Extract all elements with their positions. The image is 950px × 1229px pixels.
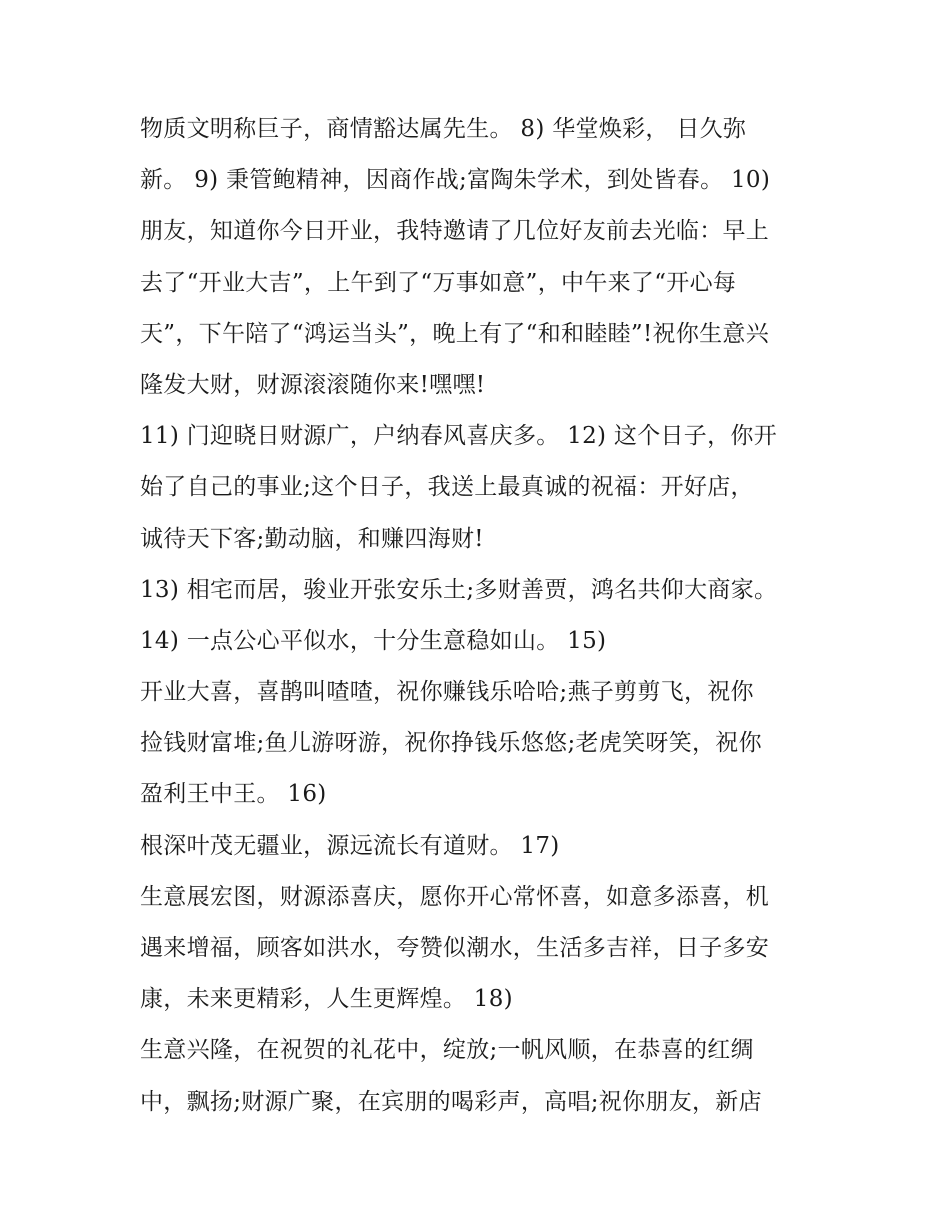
text-line: 去了“开业大吉”，上午到了“万事如意”，中午来了“开心每 <box>140 269 737 296</box>
text-line: 14) 一点公心平似水，十分生意稳如山。 15) <box>140 627 607 654</box>
text-line: 遇来增福，顾客如洪水，夸赞似潮水，生活多吉祥，日子多安 <box>140 935 770 961</box>
text-line: 物质文明称巨子，商情豁达属先生。 8) 华堂焕彩， 日久弥 <box>140 116 747 142</box>
text-line: 生意展宏图，财源添喜庆，愿你开心常怀喜，如意多添喜，机 <box>140 883 770 910</box>
text-line: 根深叶茂无疆业，源远流长有道财。 17) <box>140 832 560 859</box>
text-line: 开业大喜，喜鹊叫喳喳，祝你赚钱乐哈哈;燕子剪剪飞，祝你 <box>140 679 754 706</box>
text-line: 11) 门迎晓日财源广，户纳春风喜庆多。 12) 这个日子，你开 <box>140 423 778 450</box>
text-line: 13) 相宅而居，骏业开张安乐土;多财善贾，鸿名共仰大商家。 <box>140 576 778 603</box>
text-line: 天”，下午陪了“鸿运当头”，晚上有了“和和睦睦”!祝你生意兴 <box>140 320 770 347</box>
document-body <box>140 104 830 1128</box>
text-line: 朋友，知道你今日开业，我特邀请了几位好友前去光临：早上 <box>140 218 770 245</box>
text-line: 康，未来更精彩，人生更辉煌。 18) <box>140 986 513 1013</box>
text-line: 生意兴隆，在祝贺的礼花中，绽放;一帆风顺，在恭喜的红绸 <box>140 1037 754 1064</box>
text-line: 新。 9) 秉管鲍精神，因商作战;富陶朱学术，到处皆春。 10) <box>140 167 771 194</box>
text-line: 诚待天下客;勤动脑，和赚四海财! <box>140 525 484 552</box>
text-line: 始了自己的事业;这个日子，我送上最真诚的祝福：开好店， <box>140 474 754 501</box>
text-line: 隆发大财，财源滚滚随你来!嘿嘿! <box>140 371 486 398</box>
text-line: 捡钱财富堆;鱼儿游呀游，祝你挣钱乐悠悠;老虎笑呀笑，祝你 <box>140 730 762 757</box>
text-line: 中，飘扬;财源广聚，在宾朋的喝彩声，高唱;祝你朋友，新店 <box>140 1088 762 1115</box>
text-line: 盈利王中王。 16) <box>140 781 327 808</box>
